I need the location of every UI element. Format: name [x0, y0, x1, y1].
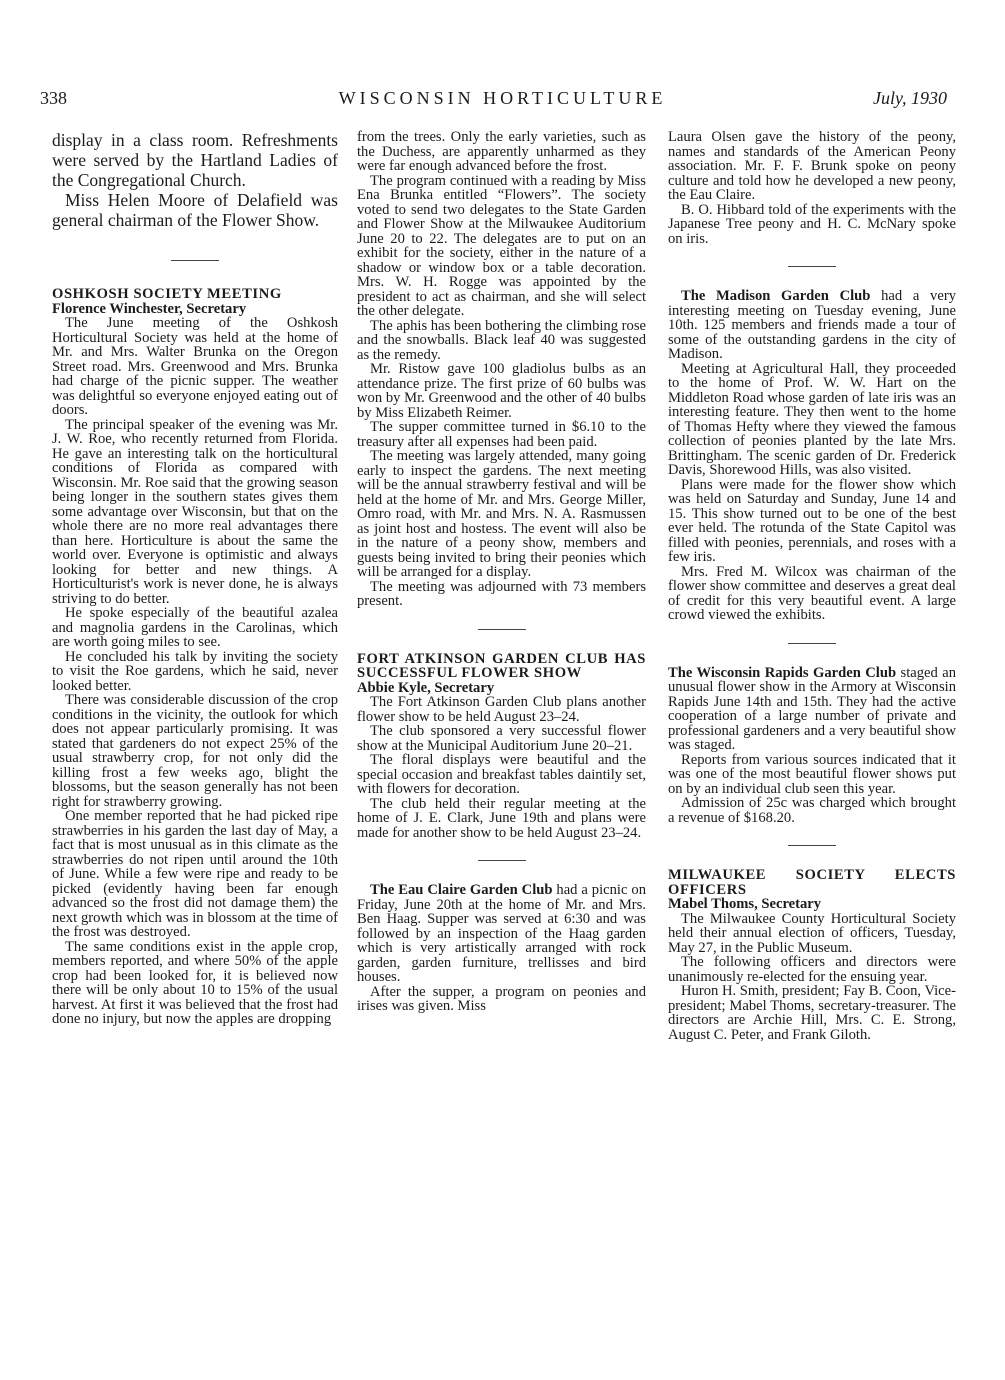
divider: [788, 266, 836, 267]
madison-paragraph: [668, 289, 956, 362]
divider: [478, 860, 526, 861]
page-number: 338: [40, 88, 67, 108]
divider: [171, 260, 219, 261]
milwaukee-byline: Mabel Thoms, Secretary: [668, 896, 822, 912]
wisconsin-rapids-paragraph: [668, 666, 956, 753]
wisconsin-rapids-text: staged an unusual flower show in the Armory at Wisconsin Rapids June 14th and 15th. They had the active cooperation of a large number of private and professional gardeners and a very beautiful show was staged.: [668, 664, 956, 753]
paragraph: B. O. Hibbard told of the experiments with the Japanese Tree peony and H. C. McNary spoke on iris.: [668, 201, 956, 247]
journal-title: WISCONSIN HORTICULTURE: [338, 88, 667, 108]
madison-lead: The Madison Garden Club: [681, 288, 871, 304]
paragraph: Reports from various sources indicated that it was one of the most beautiful flower shows put on by an individual club seen this year.: [668, 751, 956, 797]
divider: [478, 629, 526, 630]
page-header: [0, 88, 1005, 118]
paragraph: The meeting was adjourned with 73 members present.: [357, 578, 646, 609]
divider: [788, 643, 836, 644]
paragraph: Huron H. Smith, president; Fay B. Coon, Vice-president; Mabel Thoms, secretary-treasurer. The directors are Archie Hill, Mrs. C. E. Strong, August C. Peter, and Frank Giloth.: [668, 983, 956, 1043]
paragraph: The club sponsored a very successful flower show at the Municipal Auditorium June 20–21.: [357, 723, 646, 754]
paragraph: The same conditions exist in the apple crop, members reported, and where 50% of the apple crop had been looked for, it is believed now there will be only about 10 to 15% of the usual harvest. At first it was believed that the frost had done no injury, but now the apples are dropping: [52, 938, 338, 1027]
oshkosh-byline: Florence Winchester, Secretary: [52, 300, 247, 317]
paragraph: The program continued with a reading by Miss Ena Brunka entitled “Flowers”. The society voted to send two delegates to the State Garden and Flower Show at the Milwaukee Auditorium June 20 to 22. The delegates are to put on an exhibit for the society, either in the nature of a shadow or window box or a table decoration. Mrs. W. H. Rogge was appointed by the president to act as chairman, and she will select the other delegate.: [357, 172, 646, 319]
paragraph: After the supper, a program on peonies and irises was given. Miss: [357, 983, 646, 1014]
paragraph: from the trees. Only the early varieties, such as the Duchess, are apparently unharmed as they were far enough advanced before the frost.: [357, 129, 646, 174]
fort-atkinson-byline: Abbie Kyle, Secretary: [357, 679, 495, 696]
paragraph: Mrs. Fred M. Wilcox was chairman of the flower show committee and deserves a great deal of credit for this very beautiful event. A large crowd viewed the exhibits.: [668, 563, 956, 623]
paragraph: Meeting at Agricultural Hall, they proceeded to the home of Prof. W. W. Hart on the Middleton Road whose garden of late iris was an interesting feature. They then went to the home of Thomas Hefty where they viewed the famous collection of peonies planted by the late Mrs. Brittingham. The scenic garden of Dr. Frederick Davis, Shorewood Hills, was also visited.: [668, 360, 956, 478]
paragraph: The aphis has been bothering the climbing rose and the snowballs. Black leaf 40 was suggested as the remedy.: [357, 317, 646, 363]
paragraph: Laura Olsen gave the history of the peony, names and standards of the American Peony association. Mr. F. F. Brunk spoke on peony culture and told how he developed a new peony, the Eau Claire.: [668, 129, 956, 203]
paragraph: display in a class room. Refreshments were served by the Hartland Ladies of the Congregational Church.: [52, 130, 338, 190]
paragraph: He concluded his talk by inviting the society to visit the Roe gardens, which he said, never looked better.: [52, 648, 338, 694]
madison-text: had a very interesting meeting on Tuesday evening, June 10th. 125 members and friends made a tour of some of the outstanding gardens in the city of Madison.: [668, 288, 956, 362]
paragraph: The Fort Atkinson Garden Club plans another flower show to be held August 23–24.: [357, 694, 646, 725]
milwaukee-headline: MILWAUKEE SOCIETY ELECTS OFFICERS: [668, 867, 956, 898]
paragraph: Admission of 25c was charged which brought a revenue of $168.20.: [668, 795, 956, 826]
paragraph: The meeting was largely attended, many going early to inspect the gardens. The next meeting will be the annual strawberry festival and will be held at the home of Mr. and Mrs. George Miller, Omro road, with Mr. and Mrs. N. A. Rasmussen as joint host and hostess. The event will also be in the nature of a peony show, members and guests being invited to bring their peonies which will be arranged for a display.: [357, 448, 646, 580]
paragraph: The club held their regular meeting at the home of J. E. Clark, June 19th and plans were made for another show to be held August 23–24.: [357, 795, 646, 841]
fort-atkinson-headline: FORT ATKINSON GARDEN CLUB HAS SUCCESSFUL FLOWER SHOW: [357, 650, 646, 681]
paragraph: The principal speaker of the evening was Mr. J. W. Roe, who recently returned from Florida. He gave an interesting talk on the horticultural conditions of Florida as compared with Wisconsin. Mr. Roe said that the growing season being longer in the southern states gives them some advantage over Wisconsin, but that on the whole there are no more real advantages there than here. Horticulture is about the same the world over. Everyone is optimistic and always looking for better and new things. A Horticulturist's work is never done, he is always striving to do better.: [52, 416, 338, 607]
column-2: [357, 130, 646, 1014]
issue-date: July, 1930: [873, 88, 947, 108]
paragraph: The supper committee turned in $6.10 to the treasury after all expenses had been paid.: [357, 419, 646, 450]
paragraph: He spoke especially of the beautiful azalea and magnolia gardens in the Carolinas, which are worth going miles to see.: [52, 605, 338, 650]
paragraph: The Milwaukee County Horticultural Society held their annual election of officers, Tuesday, May 27, in the Public Museum.: [668, 910, 956, 956]
paragraph: Mr. Ristow gave 100 gladiolus bulbs as an attendance prize. The first prize of 60 bulbs was won by Mr. Greenwood and the other of 40 bulbs by Miss Elizabeth Reimer.: [357, 361, 646, 421]
divider: [788, 845, 836, 846]
paragraph: The floral displays were beautiful and the special occasion and breakfast tables daintily set, with flowers for decoration.: [357, 752, 646, 797]
paragraph: There was considerable discussion of the crop conditions in the vicinity, the outlook for which does not appear particularly promising. It was stated that gardeners do not expect 25% of the usual strawberry crop, for not only did the killing frost a few weeks ago, blight the blossoms, but the season generally has not been right for strawberry growing.: [52, 692, 338, 810]
flower-show-conclusion: [52, 130, 338, 230]
wisconsin-rapids-lead: The Wisconsin Rapids Garden Club: [668, 664, 897, 681]
column-3: [668, 130, 956, 1042]
paragraph: Plans were made for the flower show which was held on Saturday and Sunday, June 14 and 15. This show turned out to be one of the best ever held. The rotunda of the State Capitol was filled with peonies, perennials, and roses with a few iris.: [668, 476, 956, 565]
eau-claire-text: had a picnic on Friday, June 20th at the home of Mr. and Mrs. Ben Haag. Supper was served at 6:30 and was followed by an inspection of the Haag garden which is very artistically arranged with rock garden, garden furniture, trellisses and bird houses.: [357, 882, 646, 985]
paragraph: The June meeting of the Oshkosh Horticultural Society was held at the home of Mr. and Mrs. Walter Brunka on the Oregon Street road. Mrs. Greenwood and Mrs. Brunka had charge of the picnic supper. The weather was delightful so everyone enjoyed eating out of doors.: [52, 315, 338, 418]
paragraph: One member reported that he had picked ripe strawberries in his garden the last day of May, a fact that is most unusual as in this climate as the strawberries do not ripen until around the 10th of June. While a few were ripe and ready to be picked (evidently having been far enough advanced so the frost did not damage them) the next growth which was in blossom at the time of the frost was destroyed.: [52, 808, 338, 940]
column-1: [52, 130, 338, 1027]
eau-claire-paragraph: [357, 883, 646, 985]
paragraph: The following officers and directors were unanimously re-elected for the ensuing year.: [668, 954, 956, 985]
eau-claire-lead: The Eau Claire Garden Club: [370, 882, 553, 898]
oshkosh-headline: OSHKOSH SOCIETY MEETING: [52, 286, 282, 302]
paragraph: Miss Helen Moore of Delafield was general chairman of the Flower Show.: [52, 190, 338, 230]
